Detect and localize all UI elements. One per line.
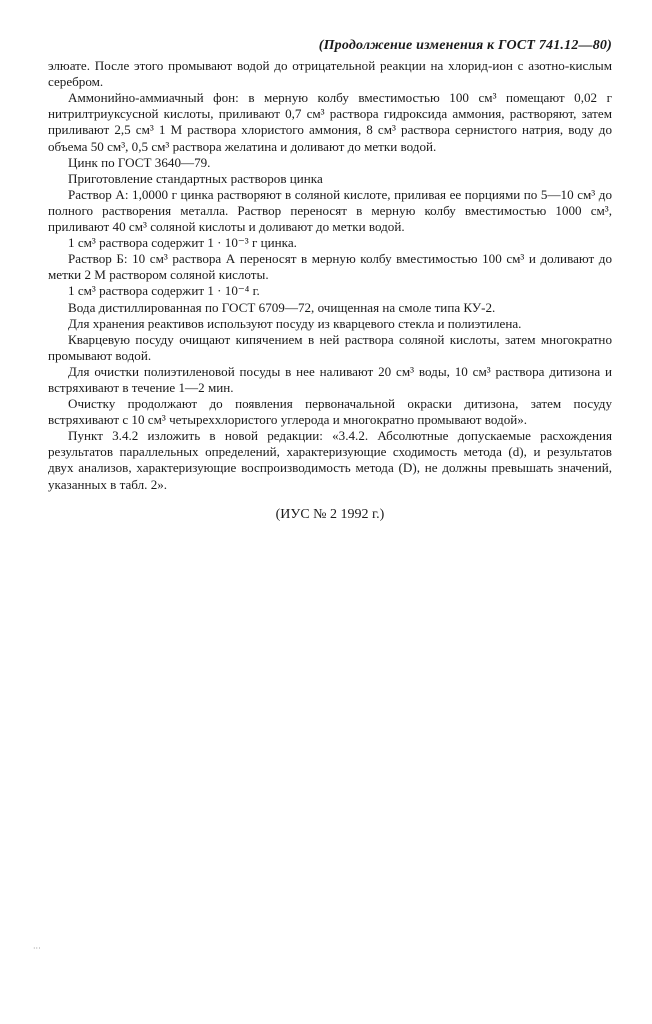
page-header: (Продолжение изменения к ГОСТ 741.12—80) [318, 38, 612, 53]
paragraph-standard-solutions-heading: Приготовление стандартных растворов цинка [68, 170, 323, 186]
paragraph-zinc-standard: Цинк по ГОСТ 3640—79. [68, 154, 211, 170]
ius-reference: (ИУС № 2 1992 г.) [275, 506, 385, 522]
paragraph-eluate: элюате. После этого промывают водой до отрицательной реакции на хлорид-ион с азотно-кислым серебром. [48, 58, 612, 90]
paragraph-cleaning-continued: Очистку продолжают до появления первоначальной окраски дитизона, затем посуду встряхивают с 10 см³ четыреххлористого углерода и многократно промывают водой». [48, 396, 612, 428]
scan-dot-marks: ··· [33, 944, 41, 953]
paragraph-polyethylene-cleaning: Для очистки полиэтиленовой посуды в нее наливают 20 см³ воды, 10 см³ раствора дитизона и встряхивают в течение 1—2 мин. [48, 363, 612, 395]
paragraph-solution-a-content: 1 см³ раствора содержит 1 · 10⁻³ г цинка. [68, 235, 297, 251]
paragraph-solution-b-content: 1 см³ раствора содержит 1 · 10⁻⁴ г. [68, 283, 260, 299]
document-page [48, 38, 612, 523]
paragraph-clause-3-4-2: Пункт 3.4.2 изложить в новой редакции: «3.4.2. Абсолютные допускаемые расхождения результатов параллельных определений, характеризующие сходимость метода (d), и результатов двух анализов, характеризующие воспроизводимость метода (D), не должны превышать значений, указанных в табл. 2». [48, 428, 612, 492]
paragraph-distilled-water: Вода дистиллированная по ГОСТ 6709—72, очищенная на смоле типа КУ-2. [68, 299, 496, 315]
paragraph-ammonia-background: Аммонийно-аммиачный фон: в мерную колбу вместимостью 100 см³ помещают 0,02 г нитрилтриуксусной кислоты, приливают 0,7 см³ раствора гидроксида аммония, растворяют, затем приливают 2,5 см³ 1 М раствора хлористого аммония, 8 см³ раствора сернистого натрия, воду до объема 50 см³, 0,5 см³ раствора желатина и доливают до метки водой. [48, 90, 612, 154]
paragraph-solution-b: Раствор Б: 10 см³ раствора А переносят в мерную колбу вместимостью 100 см³ и доливают до метки 2 М раствором соляной кислоты. [48, 251, 612, 283]
paragraph-solution-a: Раствор А: 1,0000 г цинка растворяют в соляной кислоте, приливая ее порциями по 5—10 см³ до полного растворения металла. Раствор переносят в мерную колбу вместимостью 1000 см³, приливают 40 см³ соляной кислоты и доливают до метки водой. [48, 186, 612, 235]
paragraph-storage-vessels: Для хранения реактивов используют посуду из кварцевого стекла и полиэтилена. [68, 315, 522, 331]
paragraph-quartz-cleaning: Кварцевую посуду очищают кипячением в ней раствора соляной кислоты, затем многократно промывают водой. [48, 331, 612, 363]
